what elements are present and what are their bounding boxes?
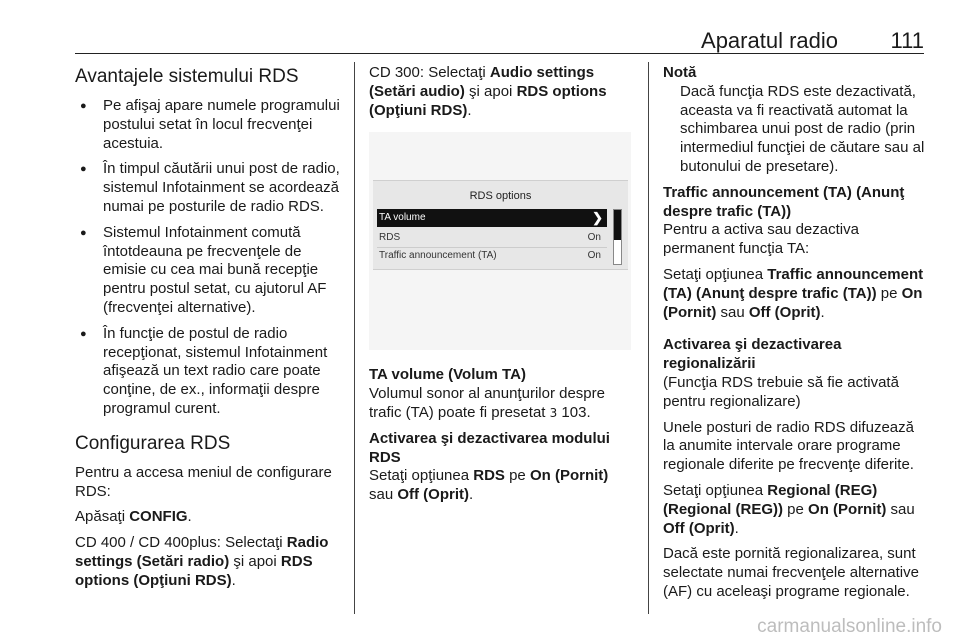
menu-item-label: TA volume <box>379 212 426 224</box>
list-item: ● Sistemul Infotainment comută întotdeauna pe frecvenţele de emisie cu cea mai bună recepţie pentru postul setat, cu ajutorul AF (frecvenţei alternative). <box>75 224 343 318</box>
menu-item-value: On <box>587 232 601 244</box>
list-item: ● În funcţie de postul de radio recepţionat, sistemul Infotainment afişează un text radio care poate conţine, de ex., informaţii despre programul curent. <box>75 325 343 419</box>
paragraph-cd300: CD 300: Selectaţi Audio settings (Setări audio) şi apoi RDS options (Opţiuni RDS). <box>369 64 607 119</box>
menu-item-value: On <box>587 250 601 262</box>
note-text: Dacă funcţia RDS este dezactivată, aceasta va fi reactivată automat la schimbarea unui post de radio (prin intermediul funcţiei de căutare sau al butonului de presetare). <box>680 82 925 175</box>
paragraph-reg-description: Unele posturi de radio RDS difuzează la anumite intervale orare programe regionale diferite pe frecvenţe diferite. <box>663 418 914 474</box>
heading-rds-config: Configurarea RDS <box>75 432 231 454</box>
column-2 <box>369 64 635 512</box>
heading-rds-toggle: Activarea şi dezactivarea modului RDS <box>369 429 610 466</box>
paragraph-access-menu: Pentru a accesa meniul de configurare RDS: <box>75 463 332 500</box>
header-rule <box>75 53 924 54</box>
heading-ta-volume: TA volume (Volum TA) <box>369 366 526 384</box>
page-number: 111 <box>890 28 924 53</box>
chevron-right-icon: ❯ <box>592 210 603 226</box>
advantages-list <box>75 97 343 419</box>
reference-arrow-icon: 3 <box>549 405 558 420</box>
rds-options-figure <box>369 132 631 350</box>
list-item: ● Pe afişaj apare numele programului postului setat în locul frecvenţei acestuia. <box>75 97 343 153</box>
scrollbar-thumb[interactable] <box>614 210 621 240</box>
watermark: carmanualsonline.info <box>757 616 942 637</box>
heading-regionalization: Activarea şi dezactivarea regionalizării <box>663 336 842 373</box>
column-3 <box>663 64 928 609</box>
heading-rds-advantages: Avantajele sistemului RDS <box>75 66 299 87</box>
chapter-title: Aparatul radio <box>701 28 838 53</box>
page-header <box>75 24 924 54</box>
paragraph-reg-effect: Dacă este pornită regionalizarea, sunt selectate numai frecvenţele alternative (AF) cu aceleaşi programe regionale. <box>663 545 919 600</box>
paragraph-ta-volume: Volumul sonor al anunţurilor despre trafic (TA) poate fi presetat 3 103. <box>369 385 605 421</box>
menu-item-label: Traffic announcement (TA) <box>379 250 497 262</box>
paragraph-rds-toggle: Setaţi opţiunea RDS pe On (Pornit) sau Off (Oprit). <box>369 467 609 504</box>
column-1 <box>75 66 343 598</box>
menu-item-traffic-announcement[interactable] <box>377 247 607 265</box>
paragraph-press-config: Apăsaţi CONFIG. <box>75 508 192 526</box>
rds-options-screen <box>373 180 628 270</box>
screen-title: RDS options <box>469 190 532 203</box>
paragraph-reg-set: Setaţi opţiunea Regional (REG) (Regional (REG)) pe On (Pornit) sau Off (Oprit). <box>663 481 915 537</box>
menu-item-ta-volume[interactable] <box>377 209 607 227</box>
scrollbar[interactable] <box>613 209 622 265</box>
paragraph-ta-intro: Pentru a activa sau dezactiva permanent funcţia TA: <box>663 221 859 258</box>
paragraph-ta-set: Setaţi opţiunea Traffic announcement (TA) (Anunţ despre trafic (TA)) pe On (Pornit) sau Off (Oprit). <box>663 265 924 321</box>
paragraph-cd400: CD 400 / CD 400plus: Selectaţi Radio settings (Setări radio) şi apoi RDS options (Opţiuni RDS). <box>75 534 329 589</box>
note-title: Notă <box>663 64 697 81</box>
menu-item-rds[interactable] <box>377 229 607 248</box>
menu-item-label: RDS <box>379 232 401 244</box>
paragraph-reg-requirement: (Funcţia RDS trebuie să fie activată pentru regionalizare) <box>663 373 899 410</box>
column-divider-1 <box>354 62 355 614</box>
column-divider-2 <box>648 62 649 614</box>
list-item: ● În timpul căutării unui post de radio, sistemul Infotainment se acordează numai pe posturile de radio RDS. <box>75 160 343 216</box>
heading-traffic-announcement: Traffic announcement (TA) (Anunţ despre trafic (TA)) <box>663 183 905 220</box>
